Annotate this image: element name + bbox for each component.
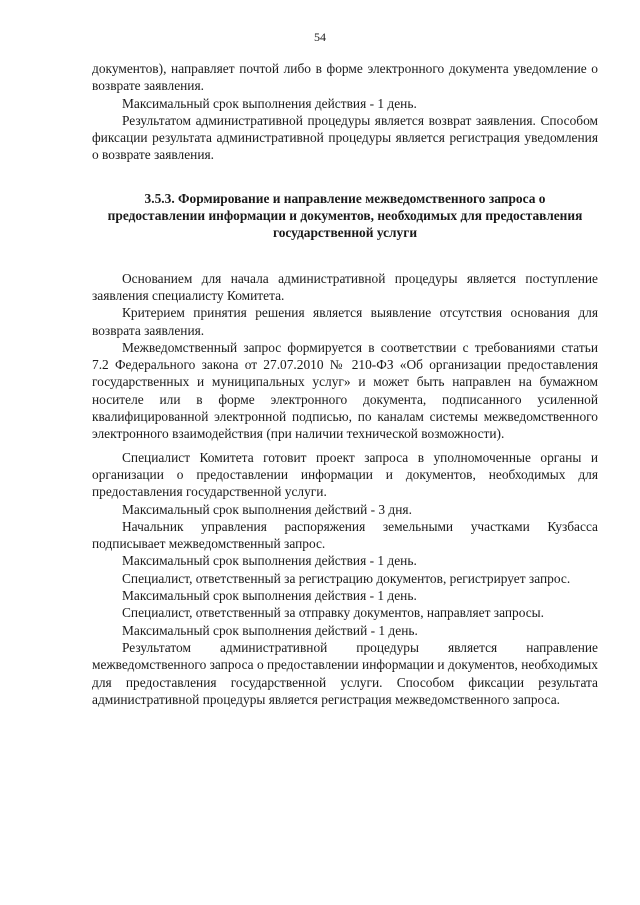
paragraph: Специалист Комитета готовит проект запроса в уполномоченные органы и организации о предоставлении информации и документов, необходимых для предоставления государственной услуги. [92,449,598,500]
section-heading: 3.5.3. Формирование и направление межведомственного запроса о предоставлении информации и документов, необходимых для предоставления государственной услуги [107,190,583,241]
paragraph: Максимальный срок выполнения действий - 1 день. [122,622,418,638]
paragraph: Межведомственный запрос формируется в соответствии с требованиями статьи 7.2 Федерального закона от 27.07.2010 № 210-ФЗ «Об организации предоставления государственных и муниципальных услуг» и может быть направлен на бумажном носителе или в форме электронного документа, подписанного усиленной квалифицированной электронной подписью, по каналам системы межведомственного электронного взаимодействия (при наличии технической возможности). [92,339,598,442]
paragraph: Специалист, ответственный за регистрацию документов, регистрирует запрос. [122,570,571,586]
paragraph: Основанием для начала административной процедуры является поступление заявления специалисту Комитета. [92,270,598,303]
paragraph: Максимальный срок выполнения действия - 1 день. [122,588,417,604]
page-number: 54 [314,30,326,44]
paragraph: документов), направляет почтой либо в форме электронного документа уведомление о возврате заявления. [92,61,598,94]
paragraph: Результатом административной процедуры является направление межведомственного запроса о предоставлении информации и документов, необходимых для предоставления государственной услуги. Способом фиксации результата административной процедуры является регистрация межведомственного запроса. [92,639,598,707]
paragraph: Начальник управления распоряжения земельными участками Кузбасса подписывает межведомственный запрос. [92,518,598,552]
document-body [92,60,598,708]
paragraph: Специалист, ответственный за отправку документов, направляет запросы. [122,605,545,621]
paragraph: Максимальный срок выполнения действия - 1 день. [122,95,417,111]
paragraph: Критерием принятия решения является выявление отсутствия основания для возврата заявления. [92,305,598,338]
paragraph: Максимальный срок выполнения действия - 1 день. [122,553,417,569]
paragraph: Максимальный срок выполнения действий - 3 дня. [122,501,412,517]
paragraph: Результатом административной процедуры является возврат заявления. Способом фиксации результата административной процедуры является регистрация уведомления о возврате заявления. [92,112,598,163]
